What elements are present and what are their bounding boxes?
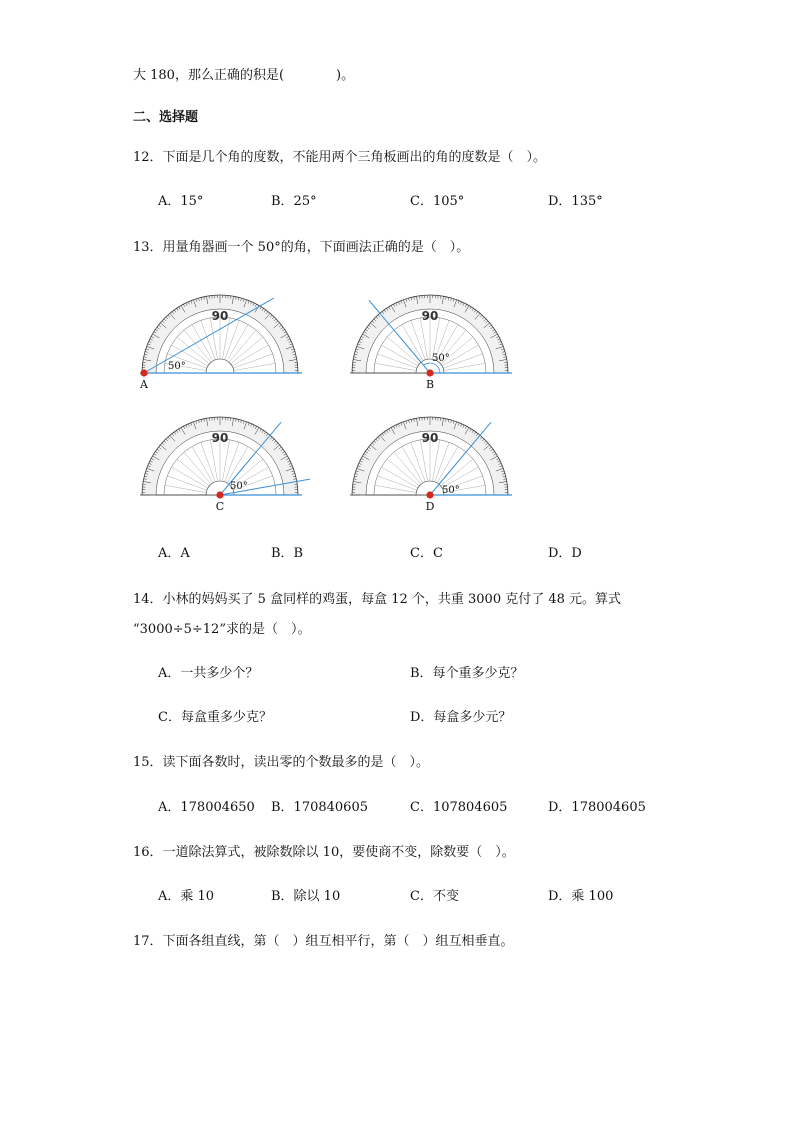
angle-degree-label: 50°: [168, 361, 186, 372]
q12-option-d[interactable]: D．135°: [548, 194, 603, 209]
protractor-90-label: 90: [421, 309, 439, 323]
vertex-dot: [426, 369, 433, 376]
vertex-dot: [216, 491, 223, 498]
protractor-svg: [340, 405, 520, 517]
protractor-figure-a: [130, 283, 310, 395]
question-14-line1: 14．小林的妈妈买了 5 盒同样的鸡蛋，每盒 12 个，共重 3000 克付了 48 元。算式: [133, 592, 622, 607]
vertex-dot: [140, 369, 147, 376]
q15-option-c[interactable]: C．107804605: [410, 800, 508, 815]
q14-option-c[interactable]: C．每盒重多少克？: [158, 710, 272, 725]
figure-label: A: [140, 378, 148, 391]
question-15: 15．读下面各数时，读出零的个数最多的是（ ）。: [133, 755, 430, 770]
q14-option-a[interactable]: A．一共多少个？: [158, 666, 259, 681]
continuation-line: 大 180，那么正确的积是( )。: [133, 68, 355, 83]
q16-option-b[interactable]: B．除以 10: [271, 889, 341, 904]
protractor-svg: [130, 405, 310, 517]
question-16: 16．一道除法算式，被除数除以 10，要使商不变，除数要（ ）。: [133, 845, 515, 860]
protractor-90-label: 90: [211, 309, 229, 323]
q12-option-b[interactable]: B．25°: [271, 194, 317, 209]
q15-option-b[interactable]: B．170840605: [271, 800, 368, 815]
angle-degree-label: 50°: [442, 485, 460, 496]
protractor-90-label: 90: [211, 431, 229, 445]
q12-option-c[interactable]: C．105°: [410, 194, 465, 209]
protractor-figure-b: [340, 283, 520, 395]
protractor-figure-d: [340, 405, 520, 517]
q13-option-c[interactable]: C．C: [410, 546, 443, 561]
q13-option-a[interactable]: A．A: [158, 546, 190, 561]
section-title: 二、选择题: [133, 110, 199, 125]
q15-option-d[interactable]: D．178004605: [548, 800, 646, 815]
figure-label: D: [425, 500, 435, 513]
figure-label: B: [425, 378, 435, 391]
protractor-figure-c: [130, 405, 310, 517]
figure-label: C: [215, 500, 225, 513]
q13-option-b[interactable]: B．B: [271, 546, 304, 561]
question-14-line2: “3000÷5÷12”求的是（ ）。: [133, 622, 311, 637]
protractor-90-label: 90: [421, 431, 439, 445]
q16-option-c[interactable]: C．不变: [410, 889, 459, 904]
question-17: 17．下面各组直线，第（ ）组互相平行，第（ ）组互相垂直。: [133, 934, 514, 949]
question-12: 12．下面是几个角的度数，不能用两个三角板画出的角的度数是（ ）。: [133, 150, 547, 165]
q15-option-a[interactable]: A．178004650: [158, 800, 255, 815]
question-13: 13．用量角器画一个 50°的角，下面画法正确的是（ ）。: [133, 240, 470, 255]
q16-option-d[interactable]: D．乘 100: [548, 889, 614, 904]
q14-option-b[interactable]: B．每个重多少克？: [410, 666, 524, 681]
q14-option-d[interactable]: D．每盒多少元？: [410, 710, 512, 725]
angle-degree-label: 50°: [432, 353, 450, 364]
q16-option-a[interactable]: A．乘 10: [158, 889, 215, 904]
angle-degree-label: 50°: [230, 481, 248, 492]
protractor-svg: [340, 283, 520, 395]
q12-option-a[interactable]: A．15°: [158, 194, 204, 209]
vertex-dot: [426, 491, 433, 498]
protractor-svg: [130, 283, 310, 395]
q13-option-d[interactable]: D．D: [548, 546, 582, 561]
